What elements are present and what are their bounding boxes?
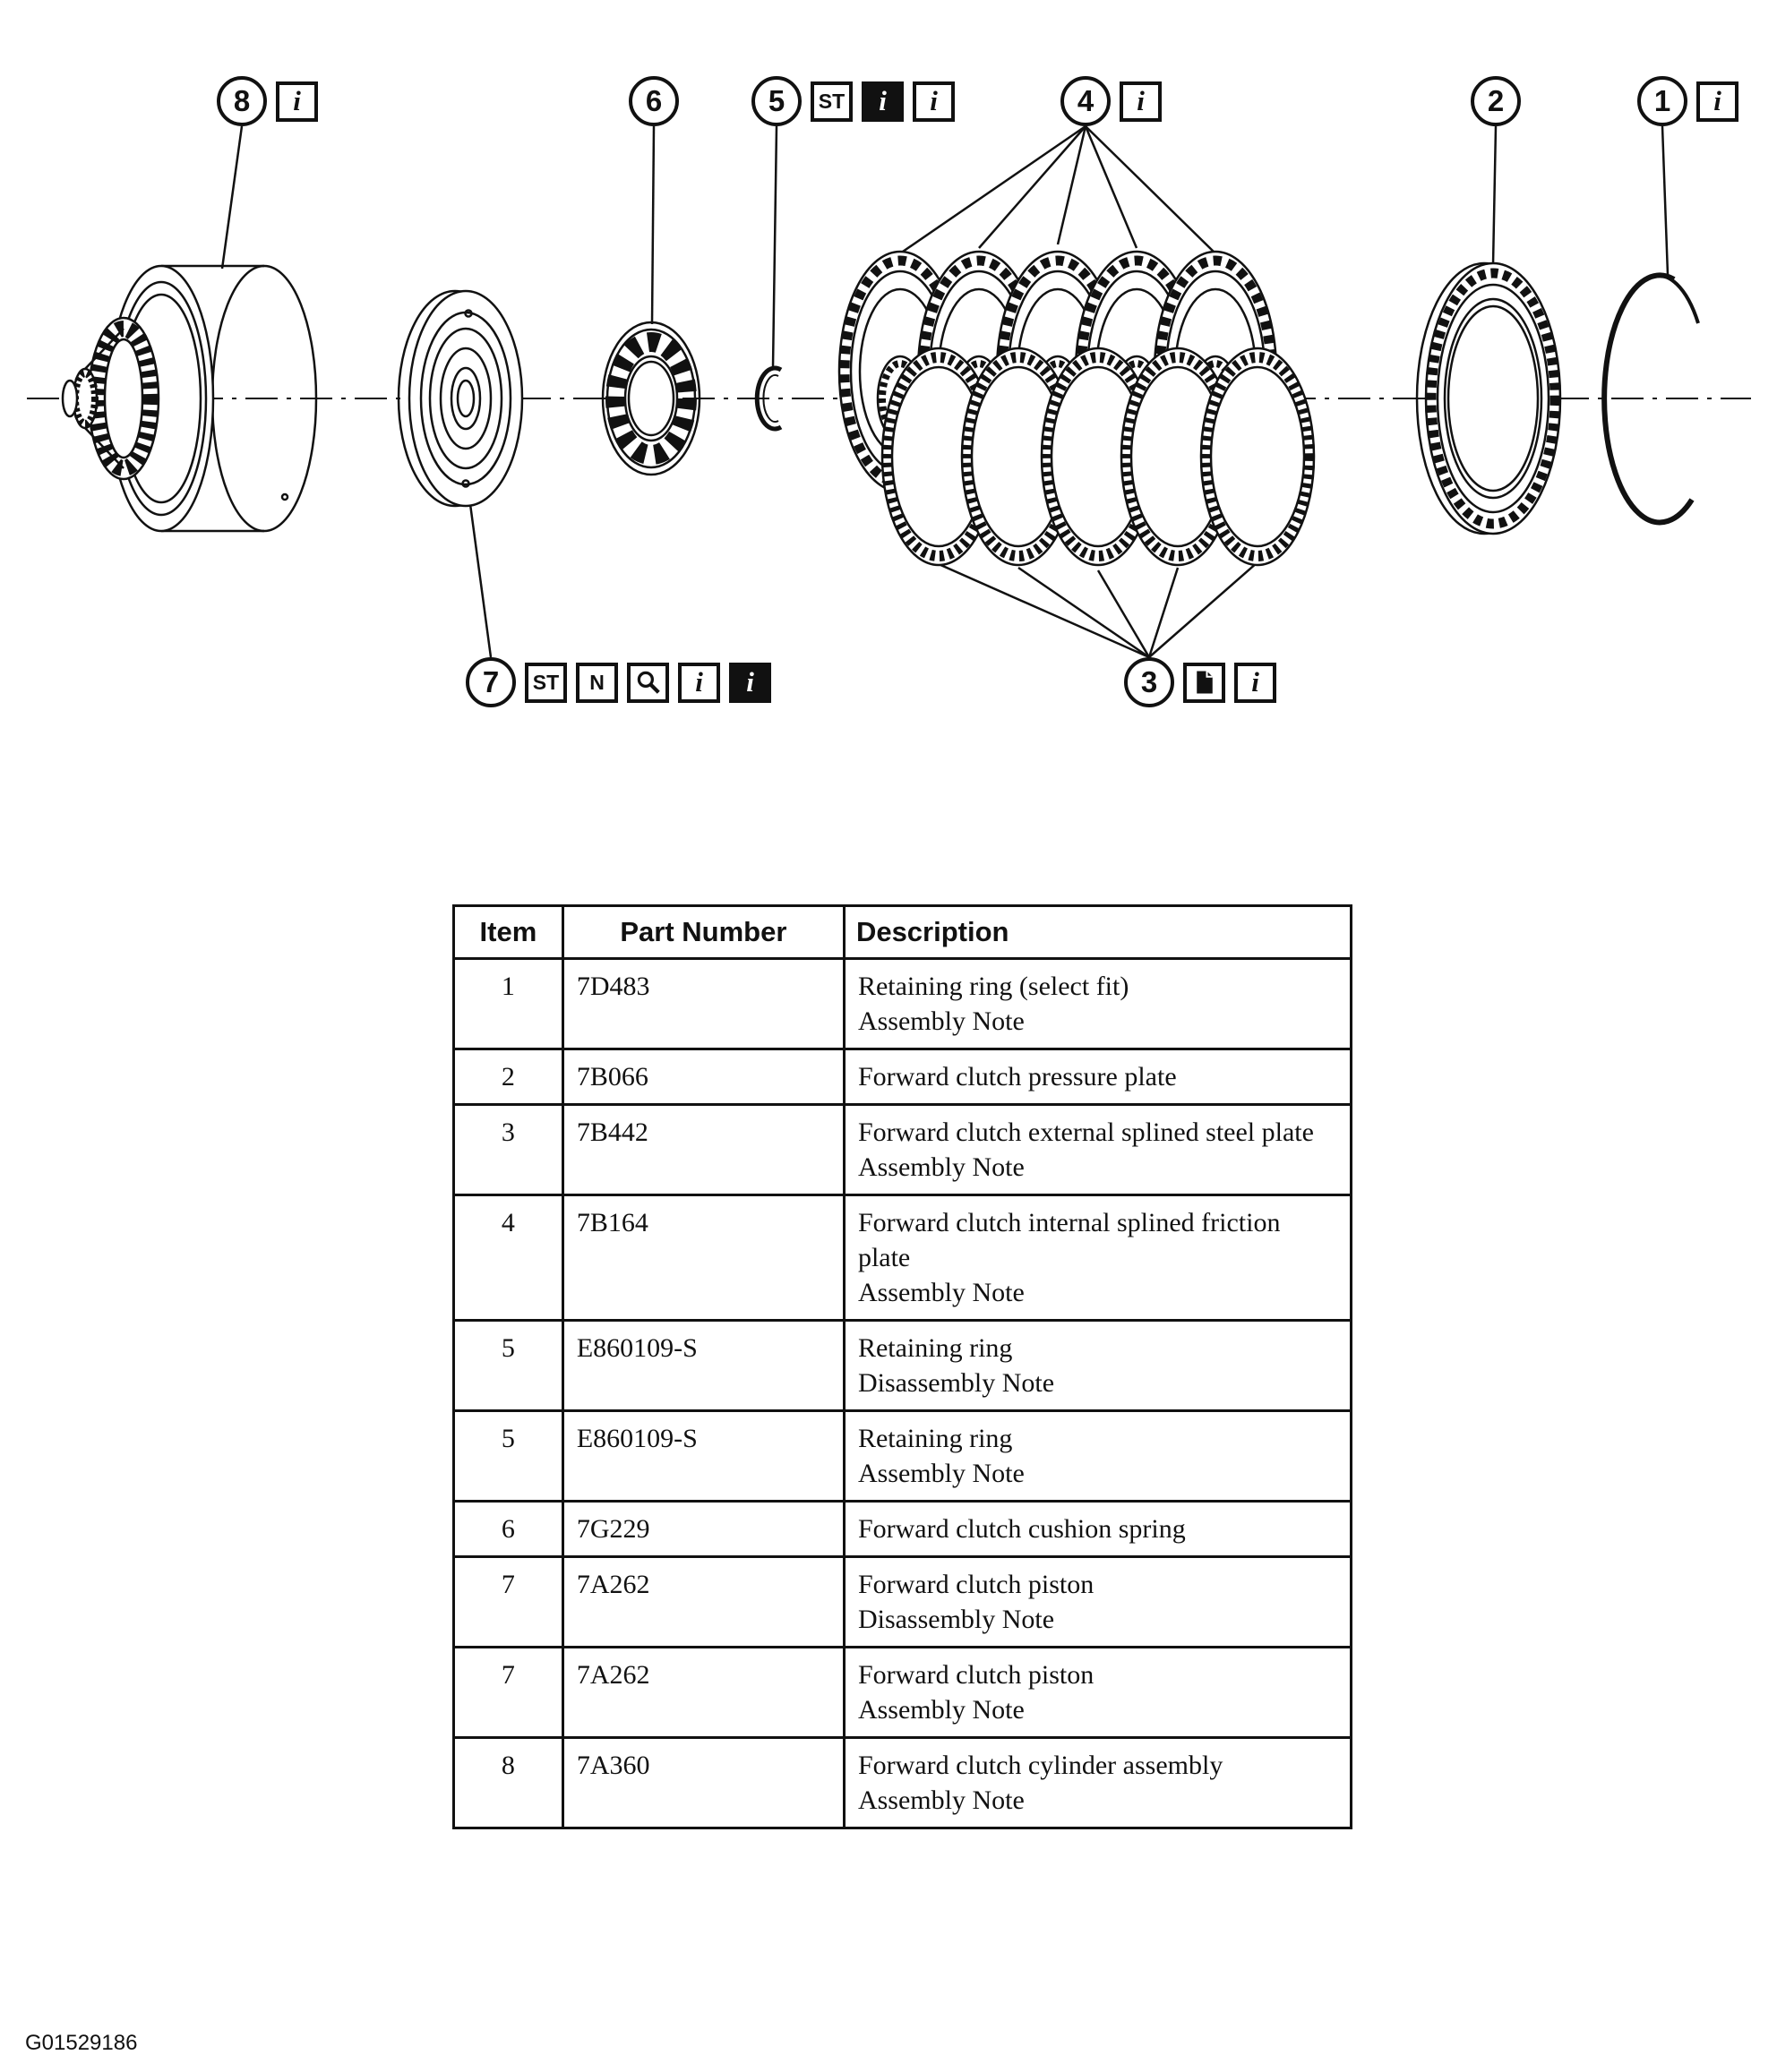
description-note: Assembly Note [857,1152,1025,1183]
magnifier-icon [635,669,662,696]
item-cell: 8 [454,1738,563,1828]
description-cell [844,1502,1351,1557]
description-note: Assembly Note [857,1278,1025,1308]
callout-6[interactable]: 6 [629,76,679,126]
info-button[interactable]: i [1120,81,1162,122]
info-button[interactable]: i [1696,81,1738,122]
description-note: Assembly Note [857,1695,1025,1725]
callout-group-1 [1637,76,1738,126]
table-header-row [454,906,1352,959]
description-text: Forward clutch pressure plate [857,1062,1177,1092]
table-row [454,1195,1352,1321]
part-number-cell: 7A262 [562,1648,844,1738]
item-cell: 2 [454,1049,563,1105]
description-cell [844,959,1351,1049]
page-icon [1193,669,1216,696]
callout-7[interactable]: 7 [466,657,516,707]
description-note: Assembly Note [857,1006,1025,1037]
figure-code: G01529186 [25,2031,138,2055]
description-text: Forward clutch internal splined friction plate [857,1208,1281,1273]
table-row [454,1557,1352,1648]
parts-table [452,904,1352,1829]
description-cell [844,1648,1351,1738]
table-row [454,1738,1352,1828]
description-text: Retaining ring [857,1424,1013,1454]
st-button[interactable]: ST [811,81,853,122]
info-button[interactable]: i [678,663,720,703]
part-number-cell: 7B442 [562,1105,844,1195]
part-number-cell: 7B164 [562,1195,844,1321]
clutch-cylinder-assembly [63,266,316,531]
item-cell: 5 [454,1321,563,1411]
callout-group-7 [466,657,771,707]
description-note: Assembly Note [857,1785,1025,1816]
description-text: Forward clutch cylinder assembly [857,1751,1223,1781]
header-item: Item [454,906,563,959]
item-cell: 4 [454,1195,563,1321]
description-text: Forward clutch external splined steel plate [857,1117,1314,1148]
description-note: Disassembly Note [857,1368,1055,1399]
info-button[interactable]: i [913,81,955,122]
callout-8[interactable]: 8 [217,76,267,126]
part-number-cell: 7A262 [562,1557,844,1648]
item-cell: 5 [454,1411,563,1502]
part-number-cell: 7B066 [562,1049,844,1105]
info-inverted-button[interactable]: i [729,663,771,703]
item-cell: 7 [454,1648,563,1738]
table-row [454,959,1352,1049]
exploded-view-drawing [0,0,1777,860]
st-button[interactable]: ST [525,663,567,703]
callout-group-6 [629,76,679,126]
description-cell [844,1557,1351,1648]
description-text: Forward clutch piston [857,1660,1095,1691]
zoom-button[interactable] [627,663,669,703]
description-cell [844,1321,1351,1411]
callout-group-2 [1471,76,1521,126]
description-note: Assembly Note [857,1459,1025,1489]
info-inverted-button[interactable]: i [862,81,904,122]
part-number-cell: 7D483 [562,959,844,1049]
item-cell: 6 [454,1502,563,1557]
callout-group-5 [751,76,955,126]
item-cell: 1 [454,959,563,1049]
table-row [454,1321,1352,1411]
n-button[interactable]: N [576,663,618,703]
item-cell: 7 [454,1557,563,1648]
steel-plates [882,348,1314,565]
table-row [454,1411,1352,1502]
part-number-cell: 7A360 [562,1738,844,1828]
cushion-spring [603,322,700,475]
part-number-cell: E860109-S [562,1321,844,1411]
description-cell [844,1195,1351,1321]
table-row [454,1648,1352,1738]
callout-4[interactable]: 4 [1060,76,1111,126]
description-text: Retaining ring [857,1333,1013,1364]
header-description: Description [844,906,1351,959]
description-text: Forward clutch cushion spring [857,1514,1186,1545]
callout-2[interactable]: 2 [1471,76,1521,126]
description-text: Forward clutch piston [857,1570,1095,1600]
pressure-plate [1417,263,1560,534]
callout-3[interactable]: 3 [1124,657,1174,707]
callout-1[interactable]: 1 [1637,76,1687,126]
table-row [454,1105,1352,1195]
callout-group-3 [1124,657,1276,707]
callout-5[interactable]: 5 [751,76,802,126]
info-button[interactable]: i [1234,663,1276,703]
clutch-piston [399,291,522,506]
table-row [454,1049,1352,1105]
callout-group-8 [217,76,318,126]
callout-group-4 [1060,76,1162,126]
table-row [454,1502,1352,1557]
item-cell: 3 [454,1105,563,1195]
description-text: Retaining ring (select fit) [857,972,1129,1002]
description-cell [844,1049,1351,1105]
info-button[interactable]: i [276,81,318,122]
description-cell [844,1105,1351,1195]
description-cell [844,1411,1351,1502]
part-number-cell: E860109-S [562,1411,844,1502]
description-cell [844,1738,1351,1828]
part-number-cell: 7G229 [562,1502,844,1557]
description-note: Disassembly Note [857,1605,1055,1635]
header-part-number: Part Number [562,906,844,959]
page-button[interactable] [1183,663,1225,703]
